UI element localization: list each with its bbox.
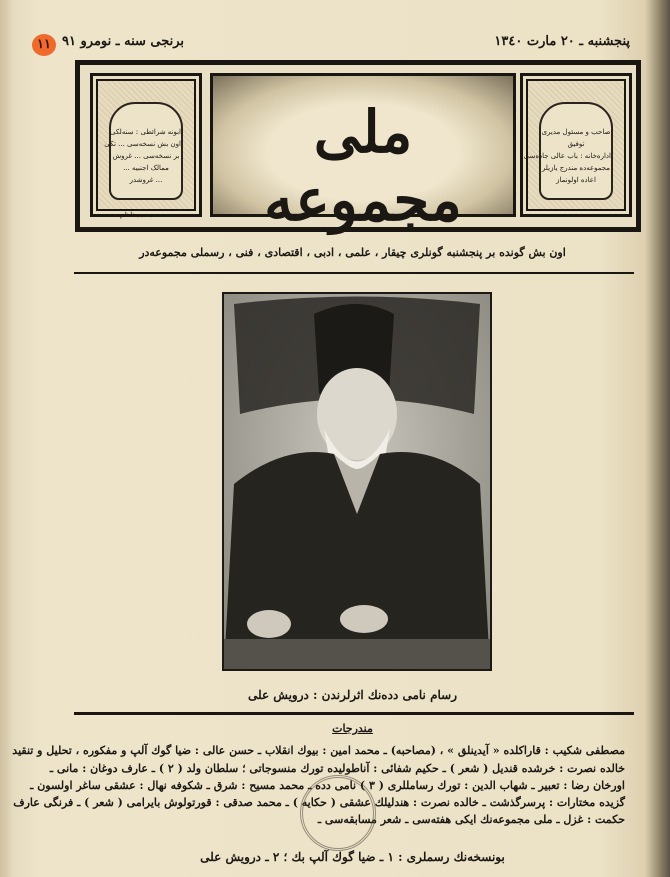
photo-caption: رسام نامی دده‌نك اثرلرندن : درویش علی <box>247 688 457 702</box>
illustrations-note: بونسخه‌نك رسملری : ١ ـ ضیا گوك آلپ بك ؛ ٢ ـ درویش علی <box>200 850 505 864</box>
contents-line: حکمت : غزل ـ ملی مجموعه‌نك ایکی هفته‌سی ـ شعر مسابقه‌سی ـ <box>317 813 625 826</box>
panel-line: ممالک اجنبیه ... <box>123 164 169 172</box>
panel-line: توفیق <box>567 140 585 148</box>
panel-line: اداره‌خانه : باب عالی جاده‌سی <box>523 152 611 160</box>
publisher-panel <box>520 73 632 217</box>
panel-line: ... غروشدر <box>129 176 163 184</box>
magazine-title: ملی مجموعه <box>264 98 462 234</box>
artist-signature: محمد ناظم <box>120 211 153 219</box>
panel-line: اون بش نسخه‌سی ... تکی <box>104 140 181 148</box>
contents-line: اورخان رضا : تعبیر ـ شهاب الدین : تورك رسامللری ( ٣ ) نامی دده ـ محمد مسیح : شرق ـ شکوفه نهال : عشقی ساغر اولسون ـ <box>30 779 625 792</box>
portrait-illustration <box>224 294 490 669</box>
portrait-photo <box>222 292 492 671</box>
panel-line: بر نسخه‌سی ... غروش <box>112 152 180 160</box>
contents-line: مصطفی شکیب : قاراکلده « آیدینلق » ، (مصاحبه) ـ محمد امین : بیوك انقلاب ـ حسن عالی : ضیا گوك آلپ و مفکوره ، تحلیل و تنقید <box>12 744 625 757</box>
publisher-info <box>523 102 613 200</box>
subscription-panel <box>90 73 202 217</box>
contents-line: خالده نصرت : خرشده قندیل ( شعر ) ـ حکیم شفائی : آناطولیده تورك منسوجاتی ؛ سلطان ولد ( ٢ ) ـ عارف دوغان : مانی ـ <box>49 762 625 775</box>
divider <box>74 712 634 715</box>
title-panel <box>210 73 516 234</box>
library-stamp <box>300 775 376 851</box>
divider <box>74 272 634 274</box>
panel-line: صاحب و مسئول مدیری <box>541 128 611 136</box>
issue-number: برنجی سنه ـ نومرو ٩١ <box>62 34 185 49</box>
contents-heading: مندرجات <box>332 722 373 735</box>
masthead <box>75 60 641 232</box>
panel-line: مجموعه‌ده مندرج یازیلر <box>541 164 611 172</box>
panel-line: اعاده اولونماز <box>556 176 596 184</box>
subscription-info <box>104 102 183 200</box>
panel-line: ابونه شرائطی : سنه‌لکی <box>109 128 181 136</box>
page-number-badge: ١١ <box>32 34 56 56</box>
contents-line: گزیده مختارات : پرسرگذشت ـ خالده نصرت : هندلیلك عشقی ( حکایه ) ـ محمد صدقی : قورتولوش بایرامی ( شعر ) ـ فرنگی عارف <box>13 796 625 809</box>
magazine-subtitle: اون بش گونده بر پنجشنبه گونلری چیقار ، علمی ، ادبی ، اقتصادی ، فنی ، رسملی مجموعه‌در <box>139 246 566 259</box>
issue-date: پنجشنبه ـ ٢٠ مارت ١٣٤٠ <box>494 34 630 49</box>
